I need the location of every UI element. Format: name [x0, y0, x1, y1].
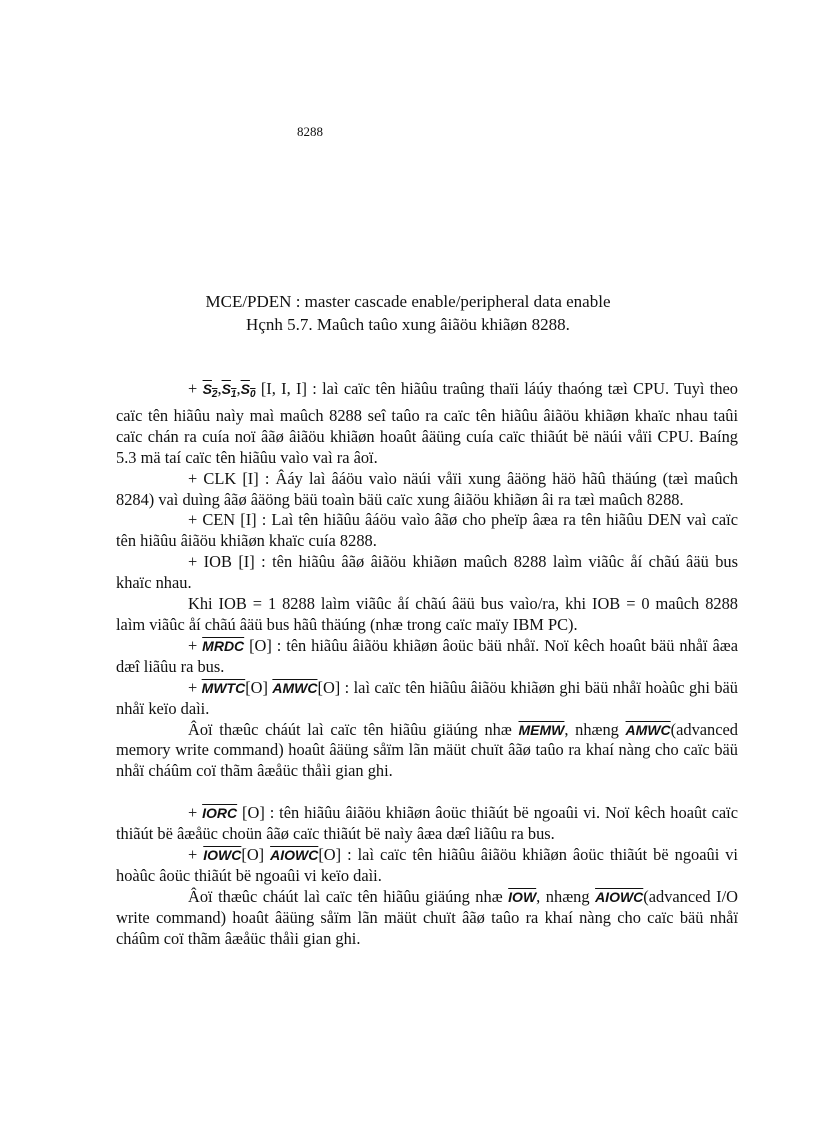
signal-s0: $S_0$: [240, 381, 256, 400]
signal-iorc: IORC: [202, 805, 238, 822]
paragraph-status-signals: + $S_2,S_1,S_0$ [I, I, I] : laì caïc tên hiãûu traûng thaïi láúy thaóng tæì CPU. Tuyì theo caïc tên hiãûu naìy maì maûch 8288 seî taûo ra caïc tên hiãûu âiãöu khiãøn khaïc nhau taûi caïc chán ra cuía noï âãø âiãöu khiãøn hoaût âäüng cuía caïc thiãút bë näúi våïi CPU. Baíng 5.3 mä taí caïc tên hiãûu vaìo vaì ra âoï.: [116, 379, 738, 467]
paragraph-clk: + CLK [I] : Âáy laì âáöu vaìo näúi våïi xung âäöng häö hãû thäúng (tæì maûch 8284) vaì duìng âãø âäöng bäü toaìn bäü caïc xung âiãöu khiãøn âi ra tæì maûch 8288.: [116, 468, 738, 509]
paragraph-cen: + CEN [I] : Laì tên hiãûu âáöu vaìo âãø cho pheïp âæa ra tên hiãûu DEN vaì caïc tên hiãûu âiãöu khiãøn khaïc cuía 8288.: [116, 510, 738, 551]
paragraph-gap: [116, 782, 738, 803]
paragraph-iob-modes: Khi IOB = 1 8288 laìm viãûc åí chãú âäü bus vaìo/ra, khi IOB = 0 maûch 8288 laìm viãûc åí chãú âäü bus hãû thäúng (nhæ trong caïc maïy IBM PC).: [116, 594, 738, 634]
signal-mwtc: MWTC: [201, 679, 246, 696]
paragraph-amwc-note: Âoï thæûc cháút laì caïc tên hiãûu giäúng nhæ MEMW, nhæng AMWC(advanced memory write command) hoaût âäüng såïm lãn mäüt chuït âãø taûo ra khaí nàng cho caïc bäü nhåï cháûm coï thãm âæåüc thåìi gian ghi.: [116, 719, 738, 781]
paragraph-iorc: + IORC [O] : tên hiãûu âiãöu khiãøn âoüc thiãút bë ngoaûi vi. Noï kêch hoaût caïc thiãút bë âæåüc choün âãø caïc thiãút bë naìy âæa dæî liãûu ra bus.: [116, 803, 738, 844]
bullet: +: [188, 379, 203, 398]
figure-caption-legend: MCE/PDEN : master cascade enable/peripheral data enable: [205, 292, 611, 311]
paragraph-mwtc: + MWTC[O] AMWC[O] : laì caïc tên hiãûu âiãöu khiãøn ghi bäü nhåï hoàûc ghi bäü nhåï keïo daìi.: [116, 677, 738, 718]
signal-mrdc: MRDC: [202, 637, 245, 654]
figure-label: 8288: [297, 124, 323, 139]
paragraph-mrdc: + MRDC [O] : tên hiãûu âiãöu khiãøn âoüc bäü nhåï. Noï kêch hoaût bäü nhåï âæa dæî liãûu ra bus.: [116, 635, 739, 676]
signal-iow: $\overline{IOW}$: [508, 888, 537, 905]
signal-aiowc: AIOWC: [270, 847, 319, 864]
paragraph-text: [I, I, I] : laì caïc tên hiãûu traûng thaïi láúy thaóng tæì CPU. Tuyì theo caïc tên hiãûu naìy maì maûch 8288 seî taûo ra caïc tên hiãûu âiãöu khiãøn khaïc nhau taûi caïc chán ra cuía noï âãø âiãöu khiãøn hoaût âäüng cuía caïc thiãút bë näúi våïi CPU. Baíng 5.3 mä taí caïc tên hiãûu vaìo vaì ra âoï.: [116, 379, 738, 467]
signal-amwc: AMWC: [272, 679, 318, 696]
paragraph-aiowc-note: Âoï thæûc cháút laì caïc tên hiãûu giäúng nhæ $\overline{IOW}$, nhæng AIOWC(advanced I/O write command) hoaût âäüng såïm lãn mäüt chuït âãø taûo ra khaí nàng cho caïc bäü nhåï cháûm coï thãm âæåüc thåìi gian ghi.: [116, 886, 739, 948]
signal-amwc-2: AMWC: [625, 721, 671, 738]
signal-s1: $S_1$: [221, 381, 237, 400]
signal-memw: MEMW: [518, 721, 565, 738]
figure-caption-title: Hçnh 5.7. Maûch taûo xung âiãöu khiãøn 8288.: [246, 315, 570, 334]
signal-s2: $S_2$: [202, 381, 218, 400]
paragraph-iowc: + IOWC[O] AIOWC[O] : laì caïc tên hiãûu âiãöu khiãøn âoüc thiãút bë ngoaûi vi hoàûc âoüc thiãút bë ngoaûi vi keïo daìi.: [116, 845, 738, 885]
signal-aiowc-2: AIOWC: [595, 888, 644, 905]
paragraph-iob: + IOB [I] : tên hiãûu âãø âiãöu khiãøn maûch 8288 laìm viãûc åí chãú âäü bus khaïc nhau.: [116, 552, 738, 593]
signal-iowc: IOWC: [203, 847, 242, 864]
body-text: [116, 379, 738, 950]
